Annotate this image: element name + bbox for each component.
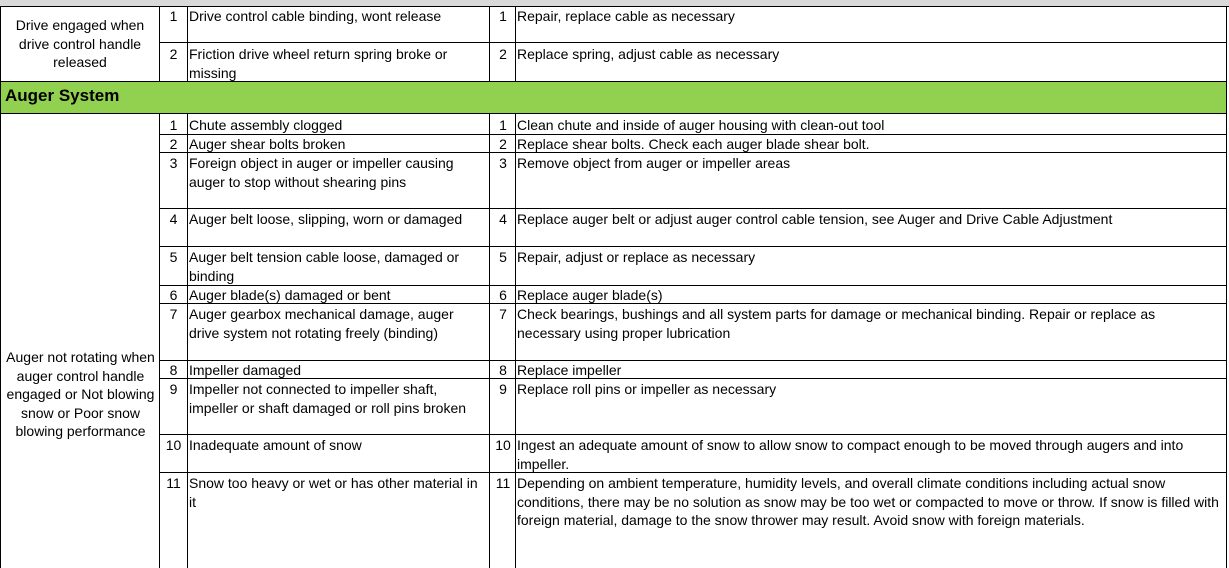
auger-remedy-num: 7 (499, 306, 507, 322)
section-header-auger-system: Auger System (0, 81, 1227, 114)
auger-cause: Auger belt tension cable loose, damaged or binding (189, 249, 460, 284)
grid-line (159, 134, 1227, 135)
auger-problem-cell: Auger not rotating when auger control handle engaged or Not blowing snow or Poor snow blowing performance (6, 349, 155, 439)
auger-remedy: Replace shear bolts. Check each auger blade shear bolt. (517, 136, 870, 152)
grid-line (0, 6, 1, 568)
drive-problem-cell: Drive engaged when drive control handle released (15, 17, 145, 70)
drive-cause-num: 2 (169, 46, 178, 62)
auger-remedy: Replace auger belt or adjust auger control cable tension, see Auger and Drive Cable Adjustment (517, 211, 1113, 227)
grid-line (187, 114, 188, 568)
auger-remedy-num: 6 (499, 287, 507, 303)
grid-line (515, 114, 516, 568)
drive-remedy: Repair, replace cable as necessary (517, 8, 735, 24)
grid-line (159, 42, 1227, 43)
auger-cause-num: 1 (169, 117, 178, 133)
drive-remedy-num: 2 (499, 46, 507, 62)
auger-cause: Foreign object in auger or impeller causing auger to stop without shearing pins (189, 155, 454, 190)
grid-line (1226, 6, 1227, 568)
auger-cause: Auger shear bolts broken (189, 136, 346, 152)
drive-cause-num: 1 (169, 8, 178, 24)
auger-cause: Chute assembly clogged (189, 117, 343, 133)
auger-remedy: Clean chute and inside of auger housing with clean-out tool (517, 117, 885, 133)
auger-remedy: Repair, adjust or replace as necessary (517, 249, 756, 265)
auger-remedy: Remove object from auger or impeller areas (517, 155, 791, 171)
auger-remedy: Check bearings, bushings and all system parts for damage or mechanical binding. Repair or replace as necessary using proper lubrication (517, 306, 1156, 341)
auger-cause-num: 8 (169, 362, 178, 378)
auger-remedy-num: 10 (495, 437, 511, 453)
grid-line (489, 6, 490, 81)
auger-remedy: Replace roll pins or impeller as necessary (517, 381, 777, 397)
drive-cause: Friction drive wheel return spring broke or missing (189, 46, 448, 81)
auger-cause-num: 9 (169, 381, 178, 397)
previous-row-strip (0, 0, 1229, 7)
auger-remedy-num: 11 (495, 475, 511, 491)
auger-cause: Impeller not connected to impeller shaft, impeller or shaft damaged or roll pins broken (189, 381, 467, 416)
grid-line (159, 114, 160, 568)
auger-remedy-num: 9 (499, 381, 507, 397)
auger-cause: Inadequate amount of snow (189, 437, 362, 453)
grid-line (159, 152, 1227, 153)
grid-line (159, 6, 160, 81)
auger-remedy-num: 2 (499, 136, 507, 152)
drive-cause: Drive control cable binding, wont release (189, 8, 442, 24)
auger-remedy-num: 3 (499, 155, 507, 171)
auger-remedy: Depending on ambient temperature, humidity levels, and overall climate conditions including actual snow conditions, there may be no solution as snow may be too wet or compacted to move or throw. If snow is filled with foreign material, damage to the snow thrower may result. Avoid snow with foreign materials. (517, 475, 1219, 528)
auger-remedy-num: 5 (499, 249, 507, 265)
auger-cause-num: 5 (169, 249, 178, 265)
grid-line (159, 472, 1227, 473)
auger-cause-num: 4 (169, 211, 178, 227)
auger-cause-num: 3 (169, 155, 178, 171)
auger-cause-num: 11 (166, 475, 181, 491)
auger-remedy: Replace auger blade(s) (517, 287, 663, 303)
grid-line (159, 208, 1227, 209)
grid-line (159, 378, 1227, 379)
auger-remedy: Replace impeller (517, 362, 622, 378)
auger-cause-num: 7 (169, 306, 178, 322)
drive-remedy-num: 1 (499, 8, 507, 24)
grid-line (159, 360, 1227, 361)
grid-line (159, 303, 1227, 304)
grid-line (159, 246, 1227, 247)
drive-remedy: Replace spring, adjust cable as necessary (517, 46, 780, 62)
auger-remedy: Ingest an adequate amount of snow to allow snow to compact enough to be moved through augers and into impeller. (517, 437, 1184, 472)
grid-line (159, 285, 1227, 286)
auger-cause: Auger blade(s) damaged or bent (189, 287, 391, 303)
auger-remedy-num: 1 (499, 117, 507, 133)
grid-line (489, 114, 490, 568)
auger-remedy-num: 4 (499, 211, 507, 227)
auger-cause: Impeller damaged (189, 362, 302, 378)
auger-remedy-num: 8 (499, 362, 507, 378)
auger-cause: Snow too heavy or wet or has other material in it (189, 475, 478, 510)
grid-line (515, 6, 516, 81)
grid-line (187, 6, 188, 81)
auger-cause-num: 10 (165, 437, 182, 453)
auger-cause: Auger belt loose, slipping, worn or damaged (189, 211, 463, 227)
auger-cause-num: 2 (169, 136, 178, 152)
auger-cause-num: 6 (169, 287, 178, 303)
grid-line (159, 434, 1227, 435)
auger-cause: Auger gearbox mechanical damage, auger drive system not rotating freely (binding) (189, 306, 454, 341)
